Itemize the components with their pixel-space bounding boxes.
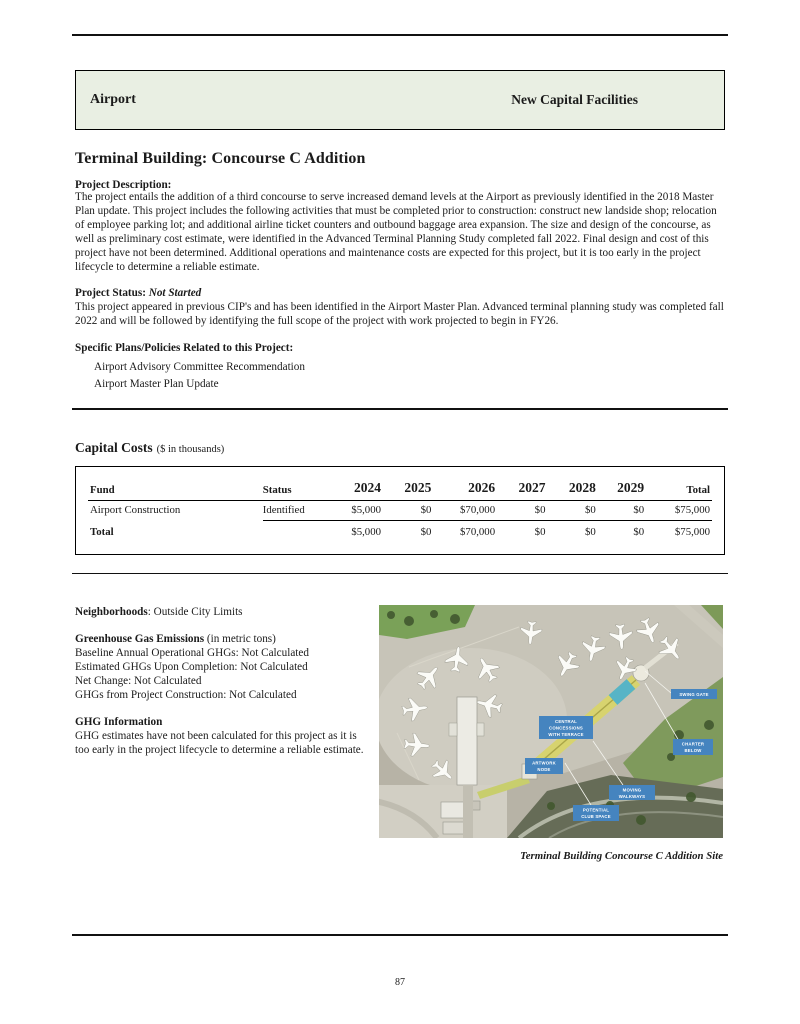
column-header-year: 2026 <box>433 477 497 501</box>
callout-club-line: CLUB SPACE <box>581 814 611 820</box>
total-cost-cell: $0 <box>633 525 645 538</box>
plan-item: Airport Master Plan Update <box>94 377 219 390</box>
map-terminal-stem <box>463 785 473 838</box>
callout-walkways-line: WALKWAYS <box>618 794 646 800</box>
neighborhoods-label: Neighborhoods <box>75 606 148 619</box>
bottom-rule <box>72 934 728 936</box>
page-title: Terminal Building: Concourse C Addition <box>75 150 366 167</box>
ghg-units: (in metric tons) <box>204 633 276 646</box>
column-header-year: 2025 <box>383 477 433 501</box>
ghg-line: Net Change: Not Calculated <box>75 675 202 688</box>
cost-cell: $0 <box>547 500 597 520</box>
costs-table-box <box>75 466 725 555</box>
cost-cell: $0 <box>383 500 433 520</box>
page-number: 87 <box>395 977 405 988</box>
callout-artwork-line: NODE <box>537 767 551 773</box>
column-header-total: Total <box>646 477 712 501</box>
map-terminal-wing <box>449 723 457 736</box>
ghg-line: GHGs from Project Construction: Not Calculated <box>75 689 297 702</box>
top-rule <box>72 34 728 36</box>
total-cost-cell: $70,000 <box>460 525 496 538</box>
total-cost-cell: $0 <box>420 525 432 538</box>
costs-data-row <box>88 500 712 520</box>
cost-cell: $70,000 <box>433 500 497 520</box>
callout-artwork-line: ARTWORK <box>532 760 556 766</box>
callout-swing-gate-label: SWING GATE <box>679 692 709 698</box>
column-header-fund: Fund <box>88 477 263 501</box>
header-banner <box>75 70 725 130</box>
fund-status-cell: Identified <box>263 500 327 520</box>
page-content <box>75 150 725 862</box>
capital-costs-title: Capital Costs <box>75 439 153 455</box>
project-description-text: The project entails the addition of a third concourse to serve increased demand levels at the Airport as previously identified in the 2018 Master Plan update. This project includes the following activities that must be completed prior to construction: construct new landside shop; relocation of employee parking lot; and additional airline ticket counters and outbound baggage area expansion. The size and design of the concourse, as well as preliminary cost estimate, were identified in the Advanced Terminal Planning Study completed fall 2022. Final design and cost of this project have not been determined. Additional operations and maintenance costs are expected for this project, but it is too early in the project lifecycle to determine a reliable estimate. <box>75 191 717 273</box>
column-header-status: Status <box>263 477 327 501</box>
callout-charter-line: CHARTER <box>681 741 705 747</box>
details-text-column <box>75 605 373 862</box>
map-column <box>379 605 725 862</box>
column-header-year: 2024 <box>326 477 383 501</box>
capital-costs-subtitle: ($ in thousands) <box>156 443 225 455</box>
project-description-label: Project Description: <box>75 179 172 191</box>
header-category: New Capital Facilities <box>511 92 638 107</box>
capital-costs-heading <box>75 439 725 457</box>
ghg-title-line <box>75 632 373 646</box>
costs-table <box>88 477 712 542</box>
costs-header-row <box>88 477 712 501</box>
cost-cell: $0 <box>598 500 646 520</box>
map-caption: Terminal Building Concourse C Addition Site <box>520 850 723 863</box>
map-terminal-wing <box>477 723 484 736</box>
section-rule <box>72 408 728 409</box>
total-cost-cell: $0 <box>534 525 546 538</box>
ghg-info-title: GHG Information <box>75 716 163 729</box>
total-cost-cell: $75,000 <box>674 525 710 538</box>
cost-cell: $75,000 <box>646 500 712 520</box>
header-department: Airport <box>90 92 136 107</box>
total-label-cell: Total <box>90 525 114 538</box>
map-building <box>443 822 465 834</box>
project-status-value: Not Started <box>148 287 202 300</box>
column-header-year: 2029 <box>598 477 646 501</box>
plans-list <box>75 359 725 392</box>
neighborhoods-value: : Outside City Limits <box>147 606 243 619</box>
column-header-year: 2027 <box>497 477 547 501</box>
plans-heading: Specific Plans/Policies Related to this Project: <box>75 342 294 355</box>
callout-central-line: CENTRAL <box>555 719 577 725</box>
callout-charter-line: BELOW <box>684 748 702 754</box>
empty-cell <box>263 520 327 542</box>
site-map-image <box>379 605 723 838</box>
project-status-text: This project appeared in previous CIP's and has been identified in the Airport Master Plan. Advanced terminal planning study was completed fall 2022 and will be followed by identifying the full scope of the project with work projected to begin in FY26. <box>75 301 724 328</box>
callout-central-line: CONCESSIONS <box>549 725 583 731</box>
cost-cell: $5,000 <box>326 500 383 520</box>
details-section <box>75 605 725 862</box>
ghg-info-body: GHG estimates have not been calculated for this project as it is too early in the project lifecycle to determine a reliable estimate. <box>75 730 364 757</box>
cost-cell: $0 <box>497 500 547 520</box>
project-status-label: Project Status: <box>75 287 149 300</box>
costs-total-row <box>88 520 712 542</box>
ghg-line: Estimated GHGs Upon Completion: Not Calculated <box>75 661 308 674</box>
ghg-title: Greenhouse Gas Emissions <box>75 633 205 646</box>
fund-name-cell: Airport Construction <box>90 504 181 517</box>
callout-walkways-line: MOVING <box>622 787 642 793</box>
plan-item: Airport Advisory Committee Recommendation <box>94 361 305 374</box>
callout-central-line: WITH TERRACE <box>548 732 584 738</box>
total-cost-cell: $5,000 <box>351 525 382 538</box>
neighborhoods-line <box>75 605 373 619</box>
callout-club-line: POTENTIAL <box>582 807 610 813</box>
section-rule <box>72 573 728 574</box>
ghg-line: Baseline Annual Operational GHGs: Not Calculated <box>75 647 309 660</box>
map-terminal-building <box>457 697 477 785</box>
project-status-line <box>75 283 725 301</box>
column-header-year: 2028 <box>547 477 597 501</box>
total-cost-cell: $0 <box>585 525 596 538</box>
